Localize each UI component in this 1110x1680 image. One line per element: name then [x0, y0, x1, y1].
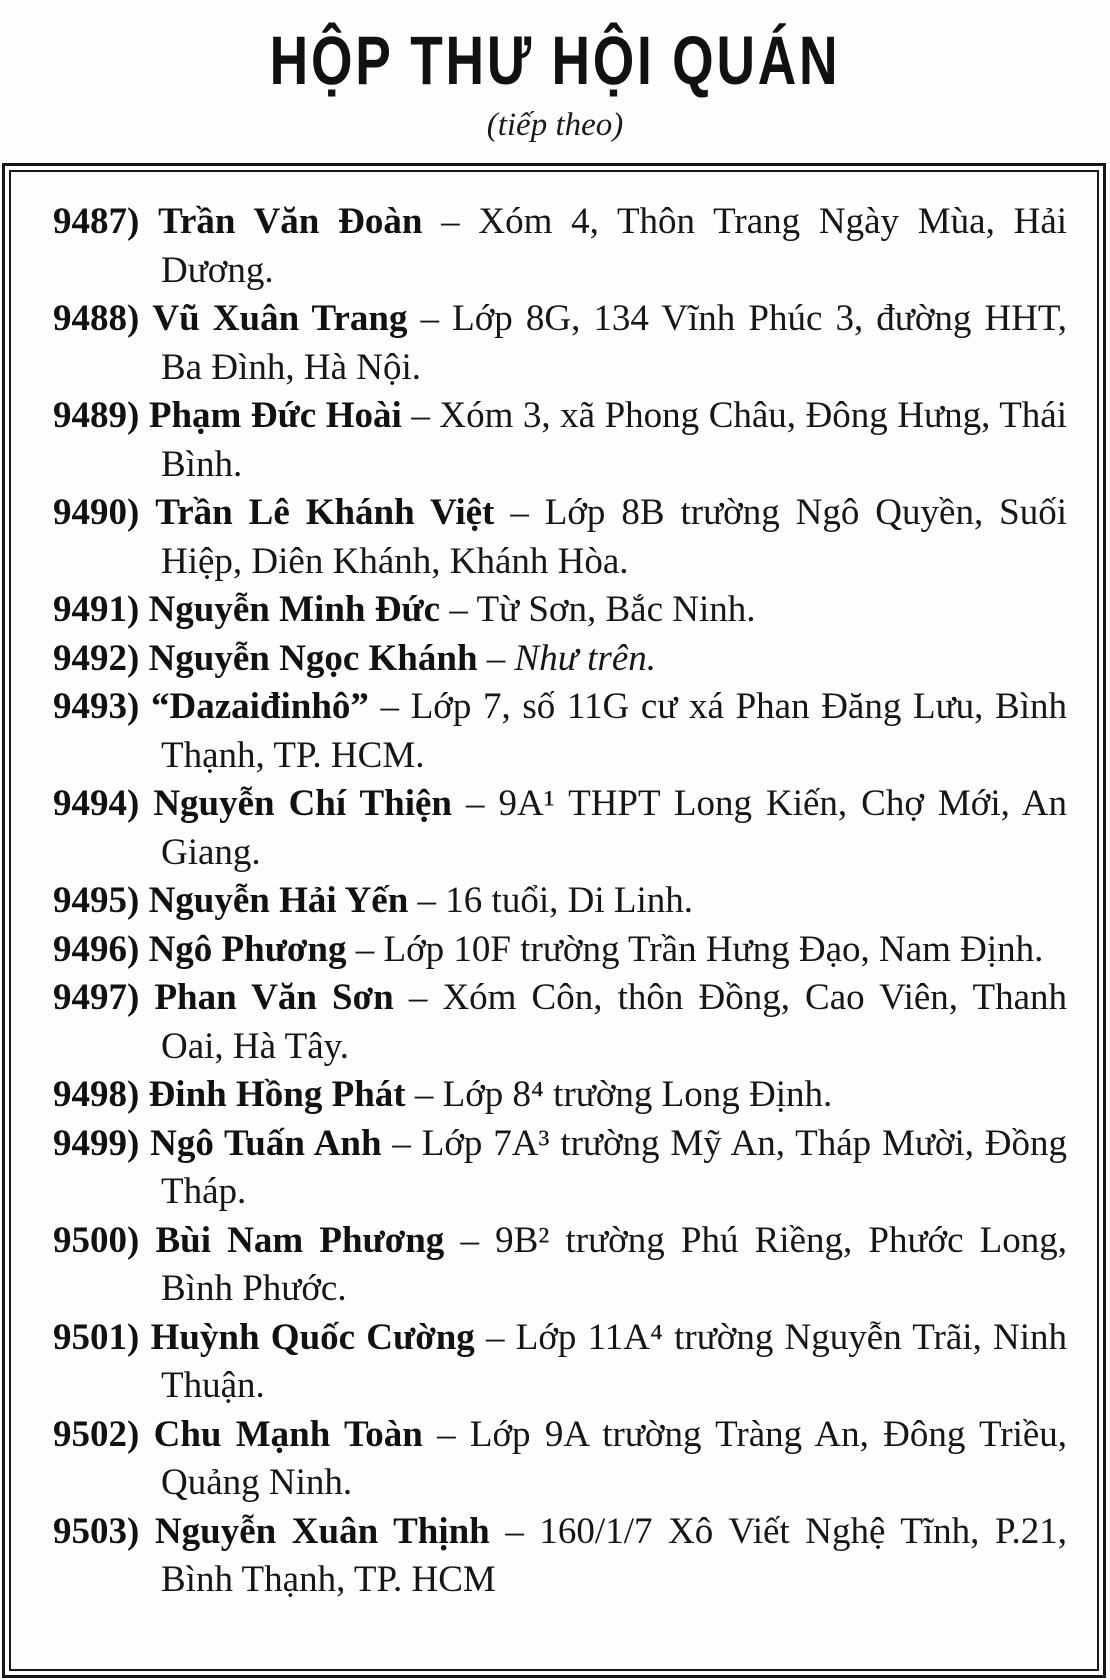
- entry-number: 9497): [53, 977, 140, 1018]
- entry-name: Nguyễn Chí Thiện: [153, 783, 453, 824]
- entry-number: 9496): [53, 928, 140, 970]
- entry-number: 9499): [53, 1122, 140, 1164]
- entry-address: Xóm 4, Thôn Trang Ngày Mùa, Hải Dương.: [161, 201, 1068, 291]
- entry-name: Ngô Phương: [148, 928, 347, 970]
- entry-name: Ngô Tuấn Anh: [150, 1122, 382, 1164]
- entry-address: Lớp 9A trường Tràng An, Đông Triều, Quảng Ninh.: [161, 1413, 1068, 1503]
- list-box-border: [2, 163, 1106, 1678]
- list-item: [53, 635, 1067, 684]
- list-item: [53, 1508, 1067, 1605]
- list-item: [53, 1411, 1067, 1508]
- page-subtitle: (tiếp theo): [486, 107, 624, 143]
- entry-address: Xóm 3, xã Phong Châu, Đông Hưng, Thái Bình.: [161, 395, 1068, 485]
- entry-address: 160/1/7 Xô Viết Nghệ Tĩnh, P.21, Bình Thạnh, TP. HCM: [161, 1510, 1067, 1600]
- entry-name: Đinh Hồng Phát: [148, 1074, 406, 1115]
- list-item: [53, 295, 1067, 392]
- entry-number: 9495): [53, 880, 140, 921]
- entry-address: Từ Sơn, Bắc Ninh.: [476, 589, 756, 630]
- list-item: [53, 586, 1067, 635]
- entry-number: 9501): [53, 1316, 140, 1358]
- entry-name: Nguyễn Ngọc Khánh: [148, 637, 478, 679]
- entry-number: 9489): [53, 395, 140, 436]
- entry-dash: –: [408, 880, 446, 921]
- list-item: [53, 1120, 1067, 1217]
- entry-number: 9502): [53, 1413, 140, 1455]
- entry-dash: –: [422, 1413, 470, 1455]
- entry-address: Lớp 8⁴ trường Long Định.: [442, 1074, 833, 1115]
- entry-address: Như trên.: [514, 637, 656, 679]
- entry-name: Vũ Xuân Trang: [152, 298, 408, 339]
- entry-number: 9500): [53, 1219, 140, 1261]
- list-item: [53, 489, 1067, 586]
- entry-address: 9B² trường Phú Riềng, Phước Long, Bình Phước.: [161, 1219, 1068, 1309]
- entry-dash: –: [474, 1316, 516, 1358]
- entry-dash: –: [452, 783, 499, 824]
- entry-dash: –: [346, 928, 384, 970]
- entry-name: Trần Lê Khánh Việt: [155, 492, 495, 533]
- entry-dash: –: [440, 589, 477, 630]
- entry-name: Nguyễn Minh Đức: [148, 589, 441, 630]
- entry-name: Bùi Nam Phương: [155, 1219, 445, 1261]
- entry-name: Huỳnh Quốc Cường: [150, 1316, 475, 1358]
- list-item: [53, 1314, 1067, 1411]
- entry-number: 9494): [53, 783, 140, 824]
- entry-name: Trần Văn Đoàn: [158, 201, 423, 242]
- entry-address: 16 tuổi, Di Linh.: [445, 880, 693, 921]
- entry-address: Lớp 7A³ trường Mỹ An, Tháp Mười, Đồng Tháp.: [161, 1122, 1068, 1212]
- entry-name: Nguyễn Xuân Thịnh: [154, 1510, 490, 1552]
- entry-name: Phan Văn Sơn: [154, 977, 394, 1018]
- entry-address: Lớp 7, số 11G cư xá Phan Đăng Lưu, Bình Thạnh, TP. HCM.: [161, 686, 1067, 776]
- entry-address: Lớp 10F trường Trần Hưng Đạo, Nam Định.: [383, 928, 1044, 970]
- entry-dash: –: [401, 395, 440, 436]
- list-item: [53, 926, 1067, 975]
- entry-name: Chu Mạnh Toàn: [153, 1413, 423, 1455]
- entry-number: 9498): [53, 1074, 140, 1115]
- entry-dash: –: [494, 492, 545, 533]
- list-item: [53, 392, 1067, 489]
- entry-dash: –: [405, 1074, 443, 1115]
- entry-name: Nguyễn Hải Yến: [148, 880, 409, 921]
- entry-dash: –: [368, 686, 411, 727]
- entry-address: 9A¹ THPT Long Kiến, Chợ Mới, An Giang.: [161, 783, 1068, 873]
- entry-number: 9491): [53, 589, 140, 630]
- list-item: [53, 780, 1067, 877]
- list-item: [53, 198, 1067, 295]
- entry-number: 9493): [53, 686, 140, 727]
- entry-dash: –: [489, 1510, 540, 1552]
- entry-list: [9, 170, 1099, 1671]
- list-item: [53, 974, 1067, 1071]
- entry-address: Xóm Côn, thôn Đồng, Cao Viên, Thanh Oai, Hà Tây.: [161, 977, 1068, 1067]
- list-item: [53, 1071, 1067, 1120]
- entry-name: Phạm Đức Hoài: [148, 395, 402, 436]
- list-item: [53, 1217, 1067, 1314]
- entry-address: Lớp 8G, 134 Vĩnh Phúc 3, đường HHT, Ba Đình, Hà Nội.: [161, 298, 1068, 388]
- entry-number: 9503): [53, 1510, 140, 1552]
- entry-dash: –: [407, 298, 453, 339]
- list-item: [53, 683, 1067, 780]
- entry-number: 9488): [53, 298, 140, 339]
- entry-name: “Dazaiđinhô”: [150, 686, 369, 727]
- entry-number: 9487): [53, 201, 140, 242]
- entry-dash: –: [393, 977, 443, 1018]
- entry-dash: –: [477, 637, 515, 679]
- entry-dash: –: [381, 1122, 422, 1164]
- page-title: HỘP THƯ HỘI QUÁN: [269, 22, 841, 100]
- entry-dash: –: [444, 1219, 496, 1261]
- entry-address: Lớp 11A⁴ trường Nguyễn Trãi, Ninh Thuận.: [161, 1316, 1068, 1406]
- entry-number: 9490): [53, 492, 140, 533]
- entry-address: Lớp 8B trường Ngô Quyền, Suối Hiệp, Diên Khánh, Khánh Hòa.: [161, 492, 1068, 582]
- entry-dash: –: [422, 201, 479, 242]
- list-item: [53, 877, 1067, 926]
- entry-number: 9492): [53, 637, 140, 679]
